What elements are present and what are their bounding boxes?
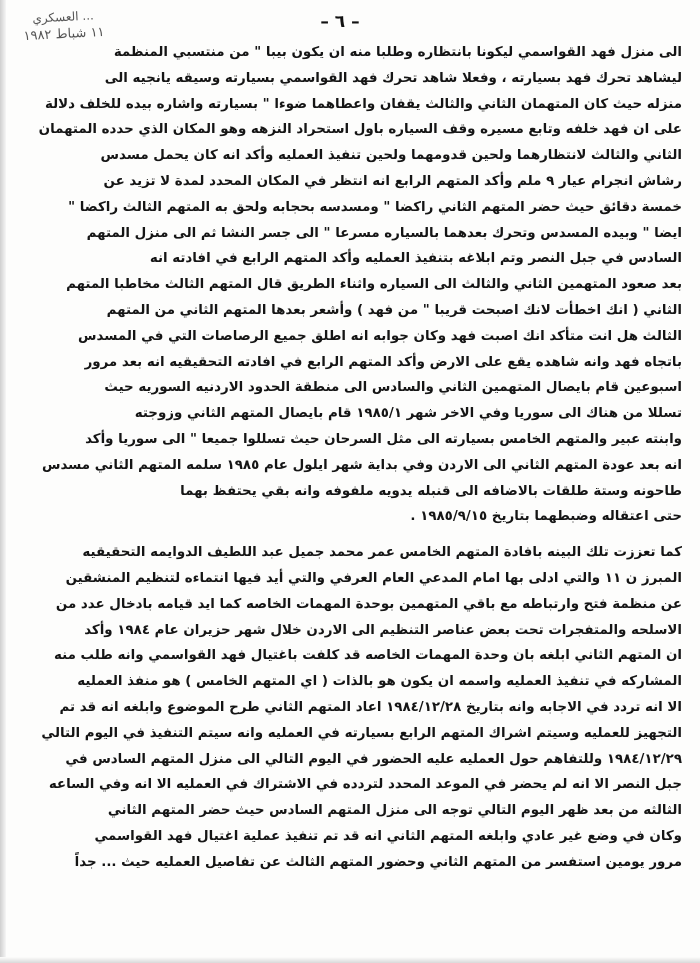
scan-edge <box>0 0 6 963</box>
text-line: السادس في جبل النصر وتم ابلاغه بتنفيذ العمليه وأكد المتهم الرابع في افادته انه <box>149 251 682 267</box>
text-line: ان المتهم الثاني ابلغه بان وحدة المهمات الخاصه قد كلفت باغتيال فهد القواسمي وانه طلب منه <box>54 648 682 664</box>
text-line-last: حتى اعتقاله وضبطهما بتاريخ ١٩٨٥/٩/١٥ . <box>410 509 682 525</box>
text-line: التجهيز للعمليه وسيتم اشراك المتهم الرابع بسيارته في العمليه وانه سيتم التنفيذ في اليوم التالي <box>41 725 682 741</box>
text-line: انه بعد عودة المتهم الثاني الى الاردن وفي بداية شهر ايلول عام ١٩٨٥ سلمه المتهم الثاني مسدس <box>41 457 682 473</box>
text-line: بعد صعود المتهمين الثاني والثالث الى السياره واثناء الطريق قال المتهم الثالث مخاطبا المتهم <box>66 277 682 293</box>
text-line: منزله حيث كان المتهمان الثاني والثالث يقفان واعطاهما ضوءا " بسيارته واشاره بيده للخلف دلالة <box>44 96 682 112</box>
text-line: كما تعززت تلك البينه بافادة المتهم الخامس عمر محمد جميل عبد اللطيف الدوايمه التحقيقيه <box>82 545 682 561</box>
text-line: الثاني والثالث لانتظارهما ولحين قدومهما ولحين تنفيذ العمليه وأكد انه كان يحمل مسدس <box>100 148 682 164</box>
text-line: وابنته عبير والمتهم الخامس بسيارته الى مثل السرحان حيث تسللوا جميعا " الى سوريا وأكد <box>85 431 682 447</box>
text-line: اسبوعين قام بايصال المتهمين الثاني والسادس الى منطقة الحدود الاردنيه السوريه حيث <box>104 380 682 396</box>
text-line: باتجاه فهد وانه شاهده يقع على الارض وأكد المتهم الرابع في افادته التحقيقيه انه بعد مرور <box>84 354 682 370</box>
stamp-office-text: ... العسكري <box>32 8 95 26</box>
text-line: الثالث هل انت متأكد انك اصبت فهد وكان جوابه انه اطلق جميع الرصاصات التي في المسدس <box>78 328 682 344</box>
text-line: الاسلحه والمتفجرات تحت بعض عناصر التنظيم الى الاردن خلال شهر حزيران عام ١٩٨٤ وأكد <box>84 622 682 638</box>
text-line: الى منزل فهد القواسمي ليكونا بانتظاره وطلبا منه ان يكون بيبا " من منتسبي المنظمة <box>113 45 682 60</box>
text-line: ايضا " وبيده المسدس وتحرك بعدهما بالسياره مسرعا " الى جسر النشا ثم الى منزل المتهم <box>86 225 682 241</box>
text-line: على ان فهد خلفه وتابع مسيره وقف السياره باول استحراد النزهه وهو المكان الذي حدده المتهمان <box>38 122 682 138</box>
scan-edge <box>0 957 700 963</box>
text-line: طاحونه وستة طلقات بالاضافه الى قنبله يدويه ملفوفه وانه بقي يحتفظ بهما <box>180 483 682 499</box>
document-body <box>18 40 682 876</box>
text-line: الا انه تردد في الاجابه وانه بتاريخ ١٩٨٤/١٢/٢٨ اعاد المتهم الثاني طرح الموضوع وابلغه انه قد تم <box>59 699 682 715</box>
stamp-date: ١١ شباط ١٩٨٢ <box>23 24 105 45</box>
text-line: المشاركه في تنفيذ العمليه واسمه ان يكون هو بالذات ( اي المتهم الخامس ) هو منفذ العمليه <box>77 674 682 690</box>
text-line: ليشاهد تحرك فهد بسيارته ، وفعلا شاهد تحرك فهد القواسمي بسيارته وسيقه يانجيه الى <box>104 70 682 86</box>
text-line: الثاني ( انك اخطأت لانك اصبحت قريبا " من فهد ) وأشعر بعدها المتهم الثاني من المتهم <box>106 302 682 318</box>
text-line: وكان في وضع غير عادي وابلغه المتهم الثاني انه قد تم تنفيذ عملية اغتيال فهد القواسمي <box>94 828 682 844</box>
text-line: مرور يومين استفسر من المتهم الثاني وحضور المتهم الثالث عن تفاصيل العمليه حيث ... جداً <box>74 854 682 870</box>
text-line: ١٩٨٤/١٢/٢٩ وللتفاهم حول العمليه عليه الحضور في اليوم التالي الى منزل المتهم السادس في <box>65 751 682 767</box>
text-line: تسللا من هناك الى سوريا وفي الاخر شهر ١٩٨٥/١ قام بايصال المتهم الثاني وزوجته <box>134 406 682 422</box>
text-line: الثالثه من بعد ظهر اليوم التالي توجه الى منزل المتهم السادس حيث حضر المتهم الثاني <box>107 803 682 819</box>
text-line: رشاش انجرام عيار ٩ ملم وأكد المتهم الرابع انه انتظر في المكان المحدد لمدة لا تزيد عن <box>103 173 682 189</box>
text-line: جبل النصر الا انه لم يحضر في الموعد المحدد لتردده في الاشتراك في العمليه الا انه وفي الساعه <box>48 777 682 793</box>
text-line: المبرز ن ١١ والتي ادلى بها امام المدعي العام العرفي والتي أيد فيها انتماءه لتنظيم المنشقين <box>65 570 682 586</box>
text-line: خمسة دقائق حيث حضر المتهم الثاني راكضا " ومسدسه بحجابه ولحق به المتهم الثالث راكضا " <box>68 199 682 215</box>
text-line: عن منظمة فتح وارتباطه مع باقي المتهمين بوحدة المهمات الخاصه كما ايد قيامه بادخال عدد من <box>55 596 682 612</box>
page-number: – ٦ – <box>320 12 360 32</box>
